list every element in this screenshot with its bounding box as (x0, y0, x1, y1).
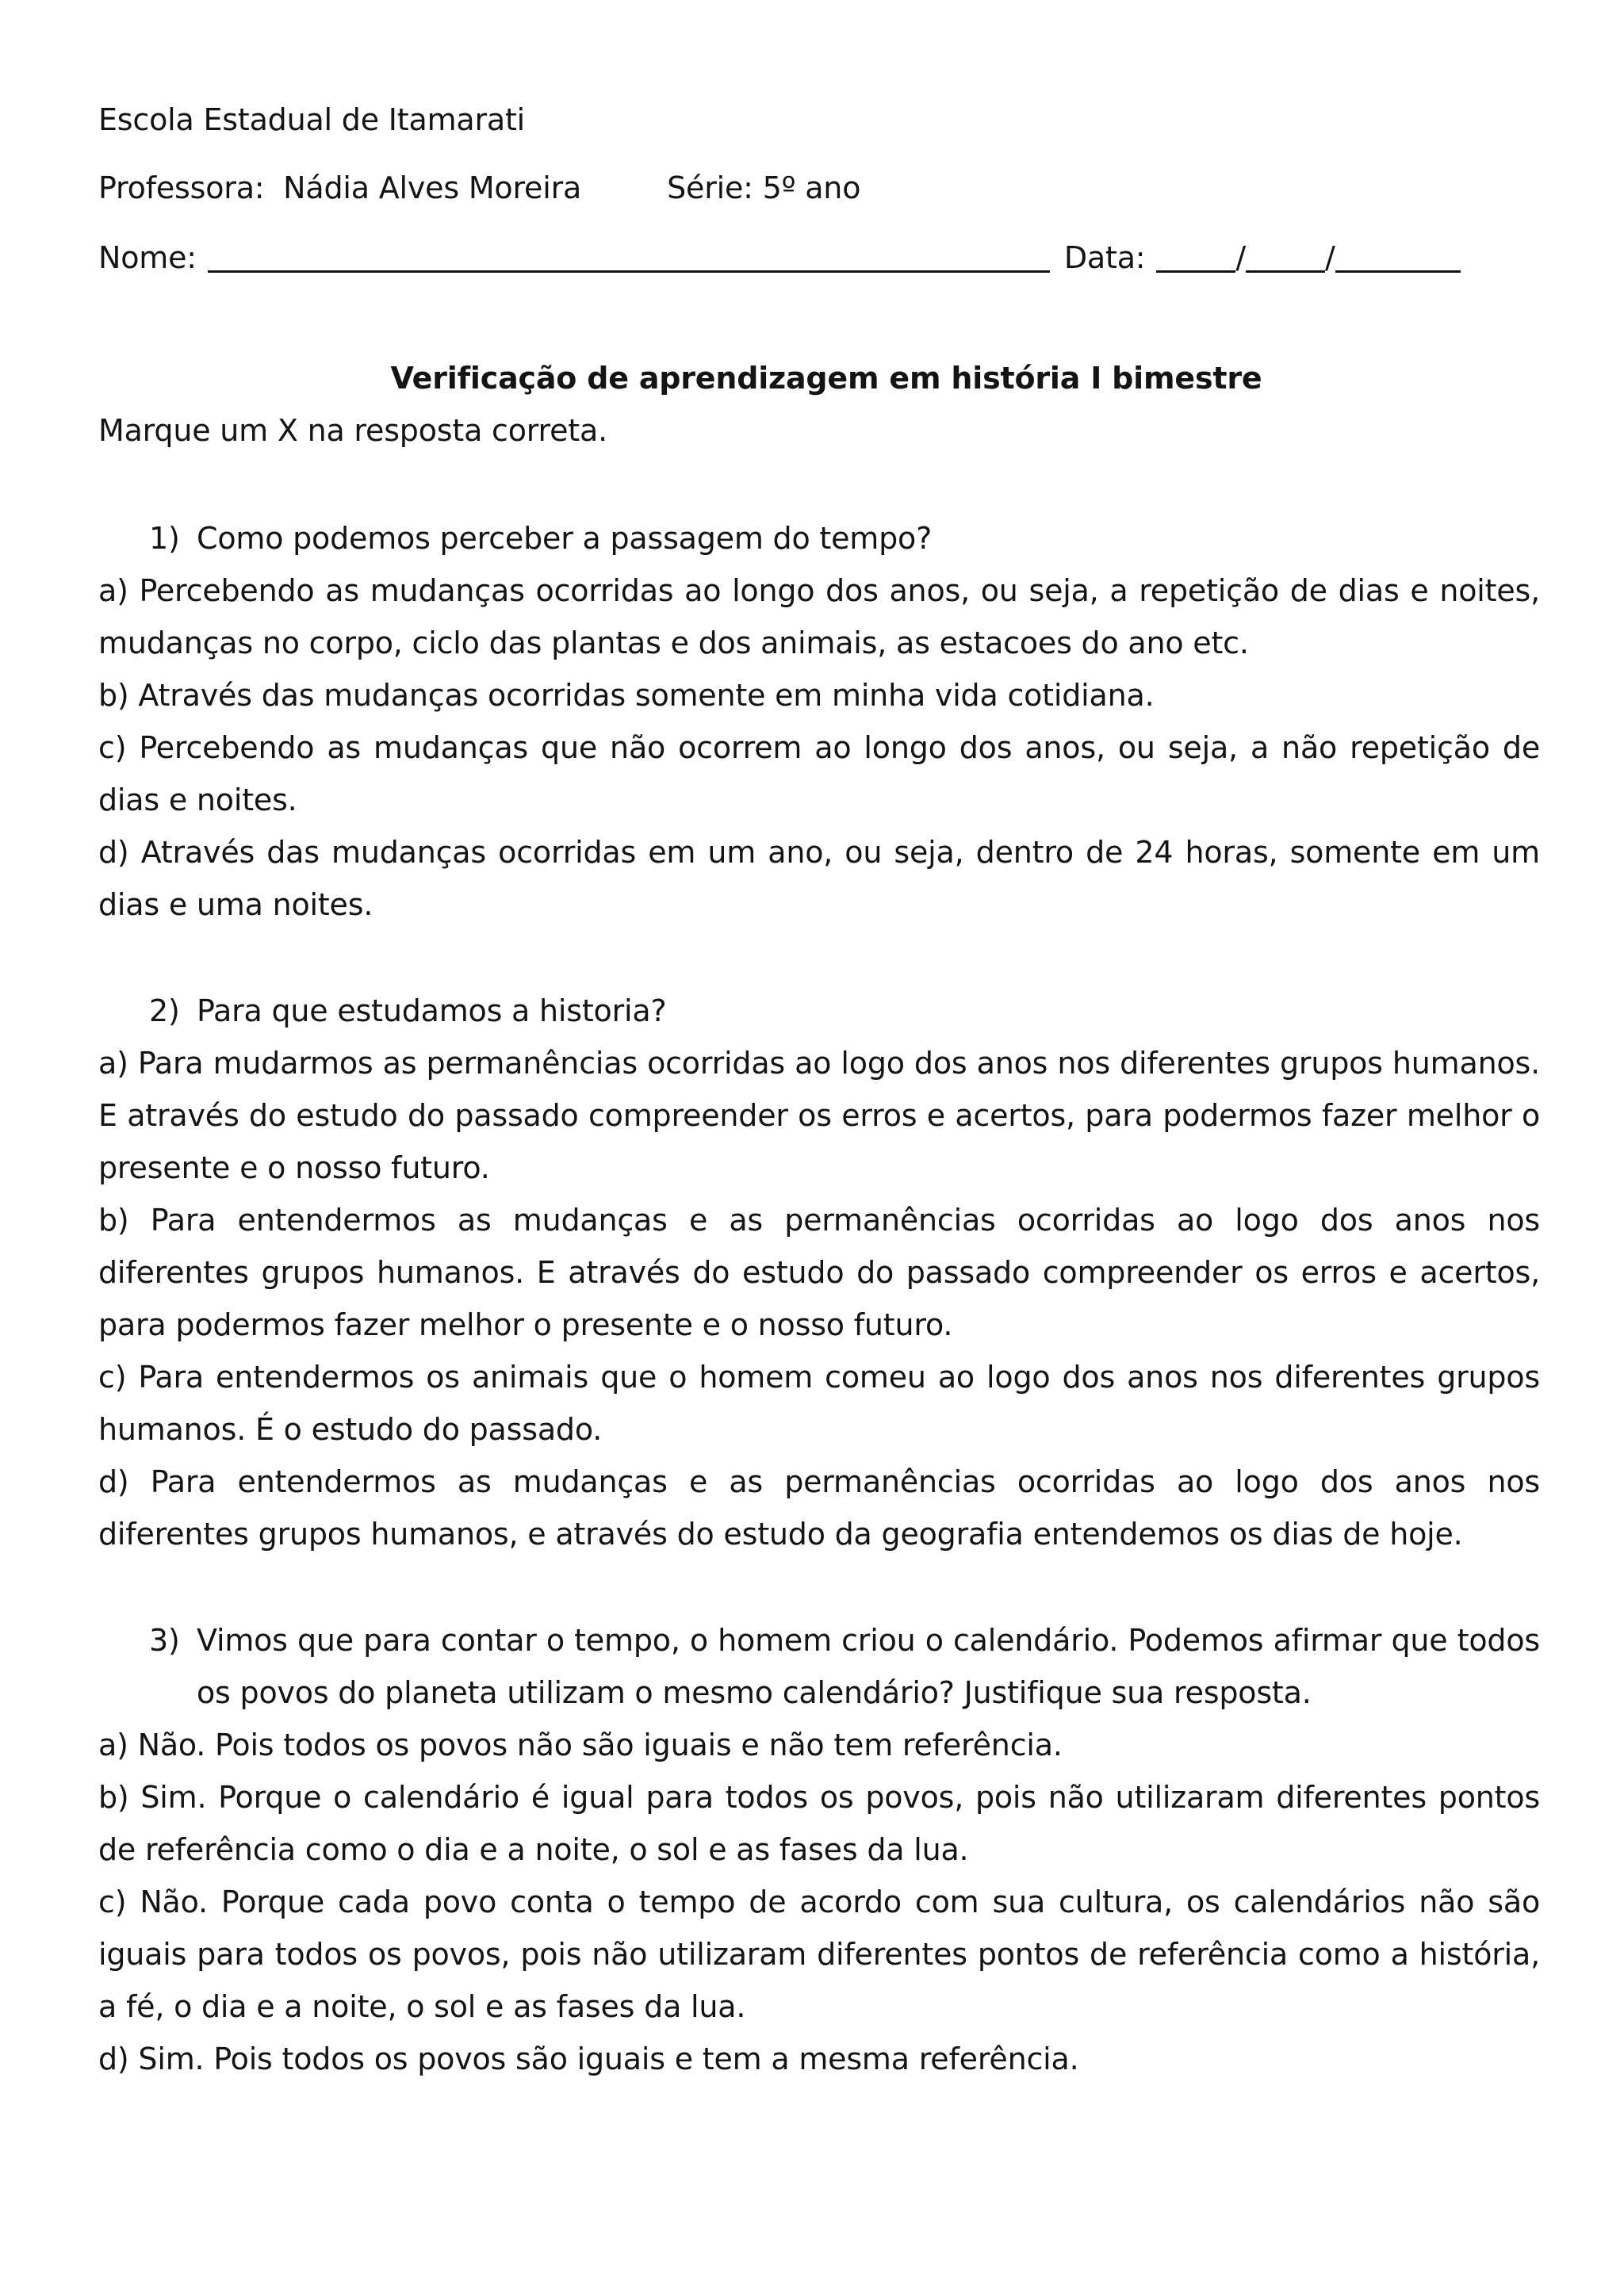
answer-option-c[interactable]: c) Para entendermos os animais que o homem comeu ao logo dos anos nos diferentes grupos humanos. É o estudo do passado. (98, 1360, 1540, 1447)
date-month-field[interactable] (1246, 240, 1325, 273)
question-header (98, 512, 1540, 564)
instruction-text: Marque um X na resposta correta. (98, 413, 607, 448)
answer-option-d[interactable]: d) Sim. Pois todos os povos são iguais e tem a mesma referência. (98, 2042, 1079, 2076)
date-separator: / (1235, 240, 1247, 275)
answer-option-b[interactable]: b) Sim. Porque o calendário é igual para todos os povos, pois não utilizaram diferentes pontos de referência como o dia e a noite, o sol e as fases da lua. (98, 1780, 1540, 1867)
teacher-name: Nádia Alves Moreira (283, 170, 582, 205)
date-year-field[interactable] (1335, 240, 1461, 273)
question-number: 3) (149, 1623, 180, 1658)
answer-option-c[interactable]: c) Percebendo as mudanças que não ocorrem ao longo dos anos, ou seja, a não repetição de dias e noites. (98, 730, 1540, 817)
question-1 (98, 512, 1540, 931)
date-label: Data: (1063, 240, 1146, 275)
question-text: Vimos que para contar o tempo, o homem criou o calendário. Podemos afirmar que todos os povos do planeta utilizam o mesmo calendário? Justifique sua resposta. (197, 1623, 1540, 1710)
date-day-field[interactable] (1156, 240, 1235, 273)
teacher-row (98, 162, 1540, 232)
question-number: 1) (149, 521, 180, 556)
name-field[interactable] (208, 240, 1050, 273)
date-separator: / (1325, 240, 1335, 275)
school-row (98, 94, 1540, 162)
worksheet-title: Verificação de aprendizagem em história I bimestre (390, 361, 1262, 396)
question-number: 2) (149, 993, 180, 1028)
answer-option-a[interactable]: a) Não. Pois todos os povos não são iguais e não tem referência. (98, 1728, 1063, 1762)
question-header (98, 985, 1540, 1037)
question-text: Como podemos perceber a passagem do tempo? (197, 521, 933, 556)
school-name: Escola Estadual de Itamarati (98, 102, 526, 137)
name-label: Nome: (98, 240, 197, 275)
name-date-row (98, 232, 1540, 301)
worksheet-page (98, 94, 1540, 2085)
teacher-label: Professora: (98, 170, 265, 205)
grade-value: 5º ano (762, 170, 861, 205)
grade-label: Série: (667, 170, 753, 205)
question-text: Para que estudamos a historia? (197, 993, 667, 1028)
answer-option-a[interactable]: a) Percebendo as mudanças ocorridas ao longo dos anos, ou seja, a repetição de dias e noites, mudanças no corpo, ciclo das plantas e dos animais, as estacoes do ano etc. (98, 573, 1540, 660)
answer-option-b[interactable]: b) Através das mudanças ocorridas somente em minha vida cotidiana. (98, 678, 1155, 713)
question-2 (98, 985, 1540, 1560)
answer-option-d[interactable]: d) Através das mudanças ocorridas em um ano, ou seja, dentro de 24 horas, somente em um dias e uma noites. (98, 835, 1540, 922)
answer-option-b[interactable]: b) Para entendermos as mudanças e as permanências ocorridas ao logo dos anos nos diferentes grupos humanos. E através do estudo do passado compreender os erros e acertos, para podermos fazer melhor o presente e o nosso futuro. (98, 1203, 1540, 1342)
question-3 (98, 1614, 1540, 2085)
answer-option-c[interactable]: c) Não. Porque cada povo conta o tempo de acordo com sua cultura, os calendários não são iguais para todos os povos, pois não utilizaram diferentes pontos de referência como a história, a fé, o dia e a noite, o sol e as fases da lua. (98, 1885, 1540, 2024)
answer-option-a[interactable]: a) Para mudarmos as permanências ocorridas ao logo dos anos nos diferentes grupos humanos. E através do estudo do passado compreender os erros e acertos, para podermos fazer melhor o presente e o nosso futuro. (98, 1046, 1540, 1185)
answer-option-d[interactable]: d) Para entendermos as mudanças e as permanências ocorridas ao logo dos anos nos diferentes grupos humanos, e através do estudo da geografia entendemos os dias de hoje. (98, 1464, 1540, 1552)
question-header (98, 1614, 1540, 1719)
